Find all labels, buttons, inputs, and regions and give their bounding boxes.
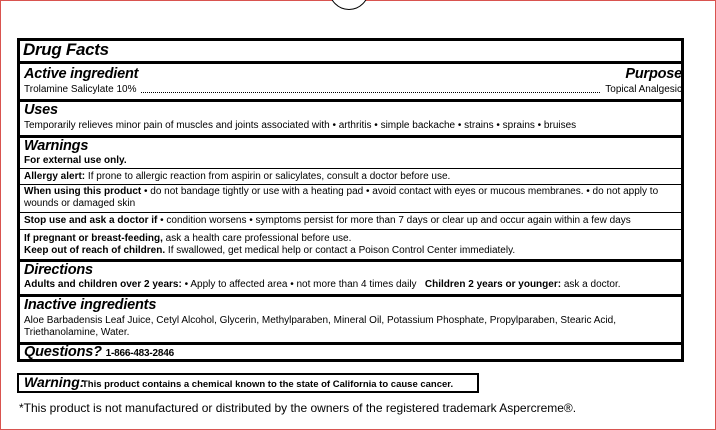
directions-text: Adults and children over 2 years: • Apply to affected area • not more than 4 times daily Children 2 years or younger: ask a doctor. bbox=[24, 279, 621, 290]
uses-rule bbox=[20, 135, 684, 138]
uses-text: Temporarily relieves minor pain of muscles and joints associated with • arthritis • simple backache • strains • sprains • bruises bbox=[24, 120, 577, 131]
questions-heading: Questions? bbox=[24, 344, 102, 360]
title-rule bbox=[20, 61, 684, 64]
questions-phone: 1-866-483-2846 bbox=[105, 348, 174, 359]
directions-heading: Directions bbox=[24, 262, 93, 278]
trademark-footnote: *This product is not manufactured or distributed by the owners of the registered trademark Aspercreme®. bbox=[19, 401, 577, 415]
warnings-rule bbox=[20, 259, 684, 262]
stop-use-text: Stop use and ask a doctor if • condition worsens • symptoms persist for more than 7 days or clear up and occur again within a few days bbox=[24, 215, 631, 226]
keep-out-of-reach-text: Keep out of reach of children. If swallowed, get medical help or contact a Poison Control Center immediately. bbox=[24, 245, 516, 256]
warnings-rule-1 bbox=[20, 168, 684, 169]
warnings-heading: Warnings bbox=[24, 138, 89, 154]
active-ingredient-value: Trolamine Salicylate 10% bbox=[24, 84, 137, 95]
warnings-rule-4 bbox=[20, 229, 684, 230]
purpose-heading: Purpose bbox=[625, 66, 682, 82]
questions-line bbox=[24, 344, 174, 360]
inactive-ingredients-heading: Inactive ingredients bbox=[24, 297, 157, 313]
active-rule bbox=[20, 99, 684, 102]
when-using-text: When using this product • do not bandage tightly or use with a heating pad • avoid contact with eyes or mucous membranes. • do not apply to wounds or damaged skin bbox=[24, 186, 659, 209]
warnings-rule-2 bbox=[20, 184, 684, 185]
drug-facts-title: Drug Facts bbox=[23, 40, 109, 59]
inactive-ingredients-text: Aloe Barbadensis Leaf Juice, Cetyl Alcohol, Glycerin, Methylparaben, Mineral Oil, Potassium Phosphate, Propylparaben, Stearic Acid, Triethanolamine, Water. bbox=[24, 315, 616, 338]
active-ingredient-heading: Active ingredient bbox=[24, 66, 139, 82]
california-warning-label: Warning: bbox=[24, 374, 85, 390]
purpose-value: Topical Analgesic bbox=[605, 84, 682, 95]
leader-dots bbox=[141, 92, 600, 93]
warnings-rule-3 bbox=[20, 212, 684, 213]
uses-heading: Uses bbox=[24, 102, 58, 118]
top-circle-decoration bbox=[329, 0, 369, 10]
external-use-text: For external use only. bbox=[24, 155, 127, 166]
pregnant-text: If pregnant or breast-feeding, ask a health care professional before use. bbox=[24, 233, 352, 244]
allergy-alert: Allergy alert: If prone to allergic reaction from aspirin or salicylates, consult a doctor before use. bbox=[24, 171, 451, 182]
california-warning-text: This product contains a chemical known to the state of California to cause cancer. bbox=[82, 379, 454, 390]
